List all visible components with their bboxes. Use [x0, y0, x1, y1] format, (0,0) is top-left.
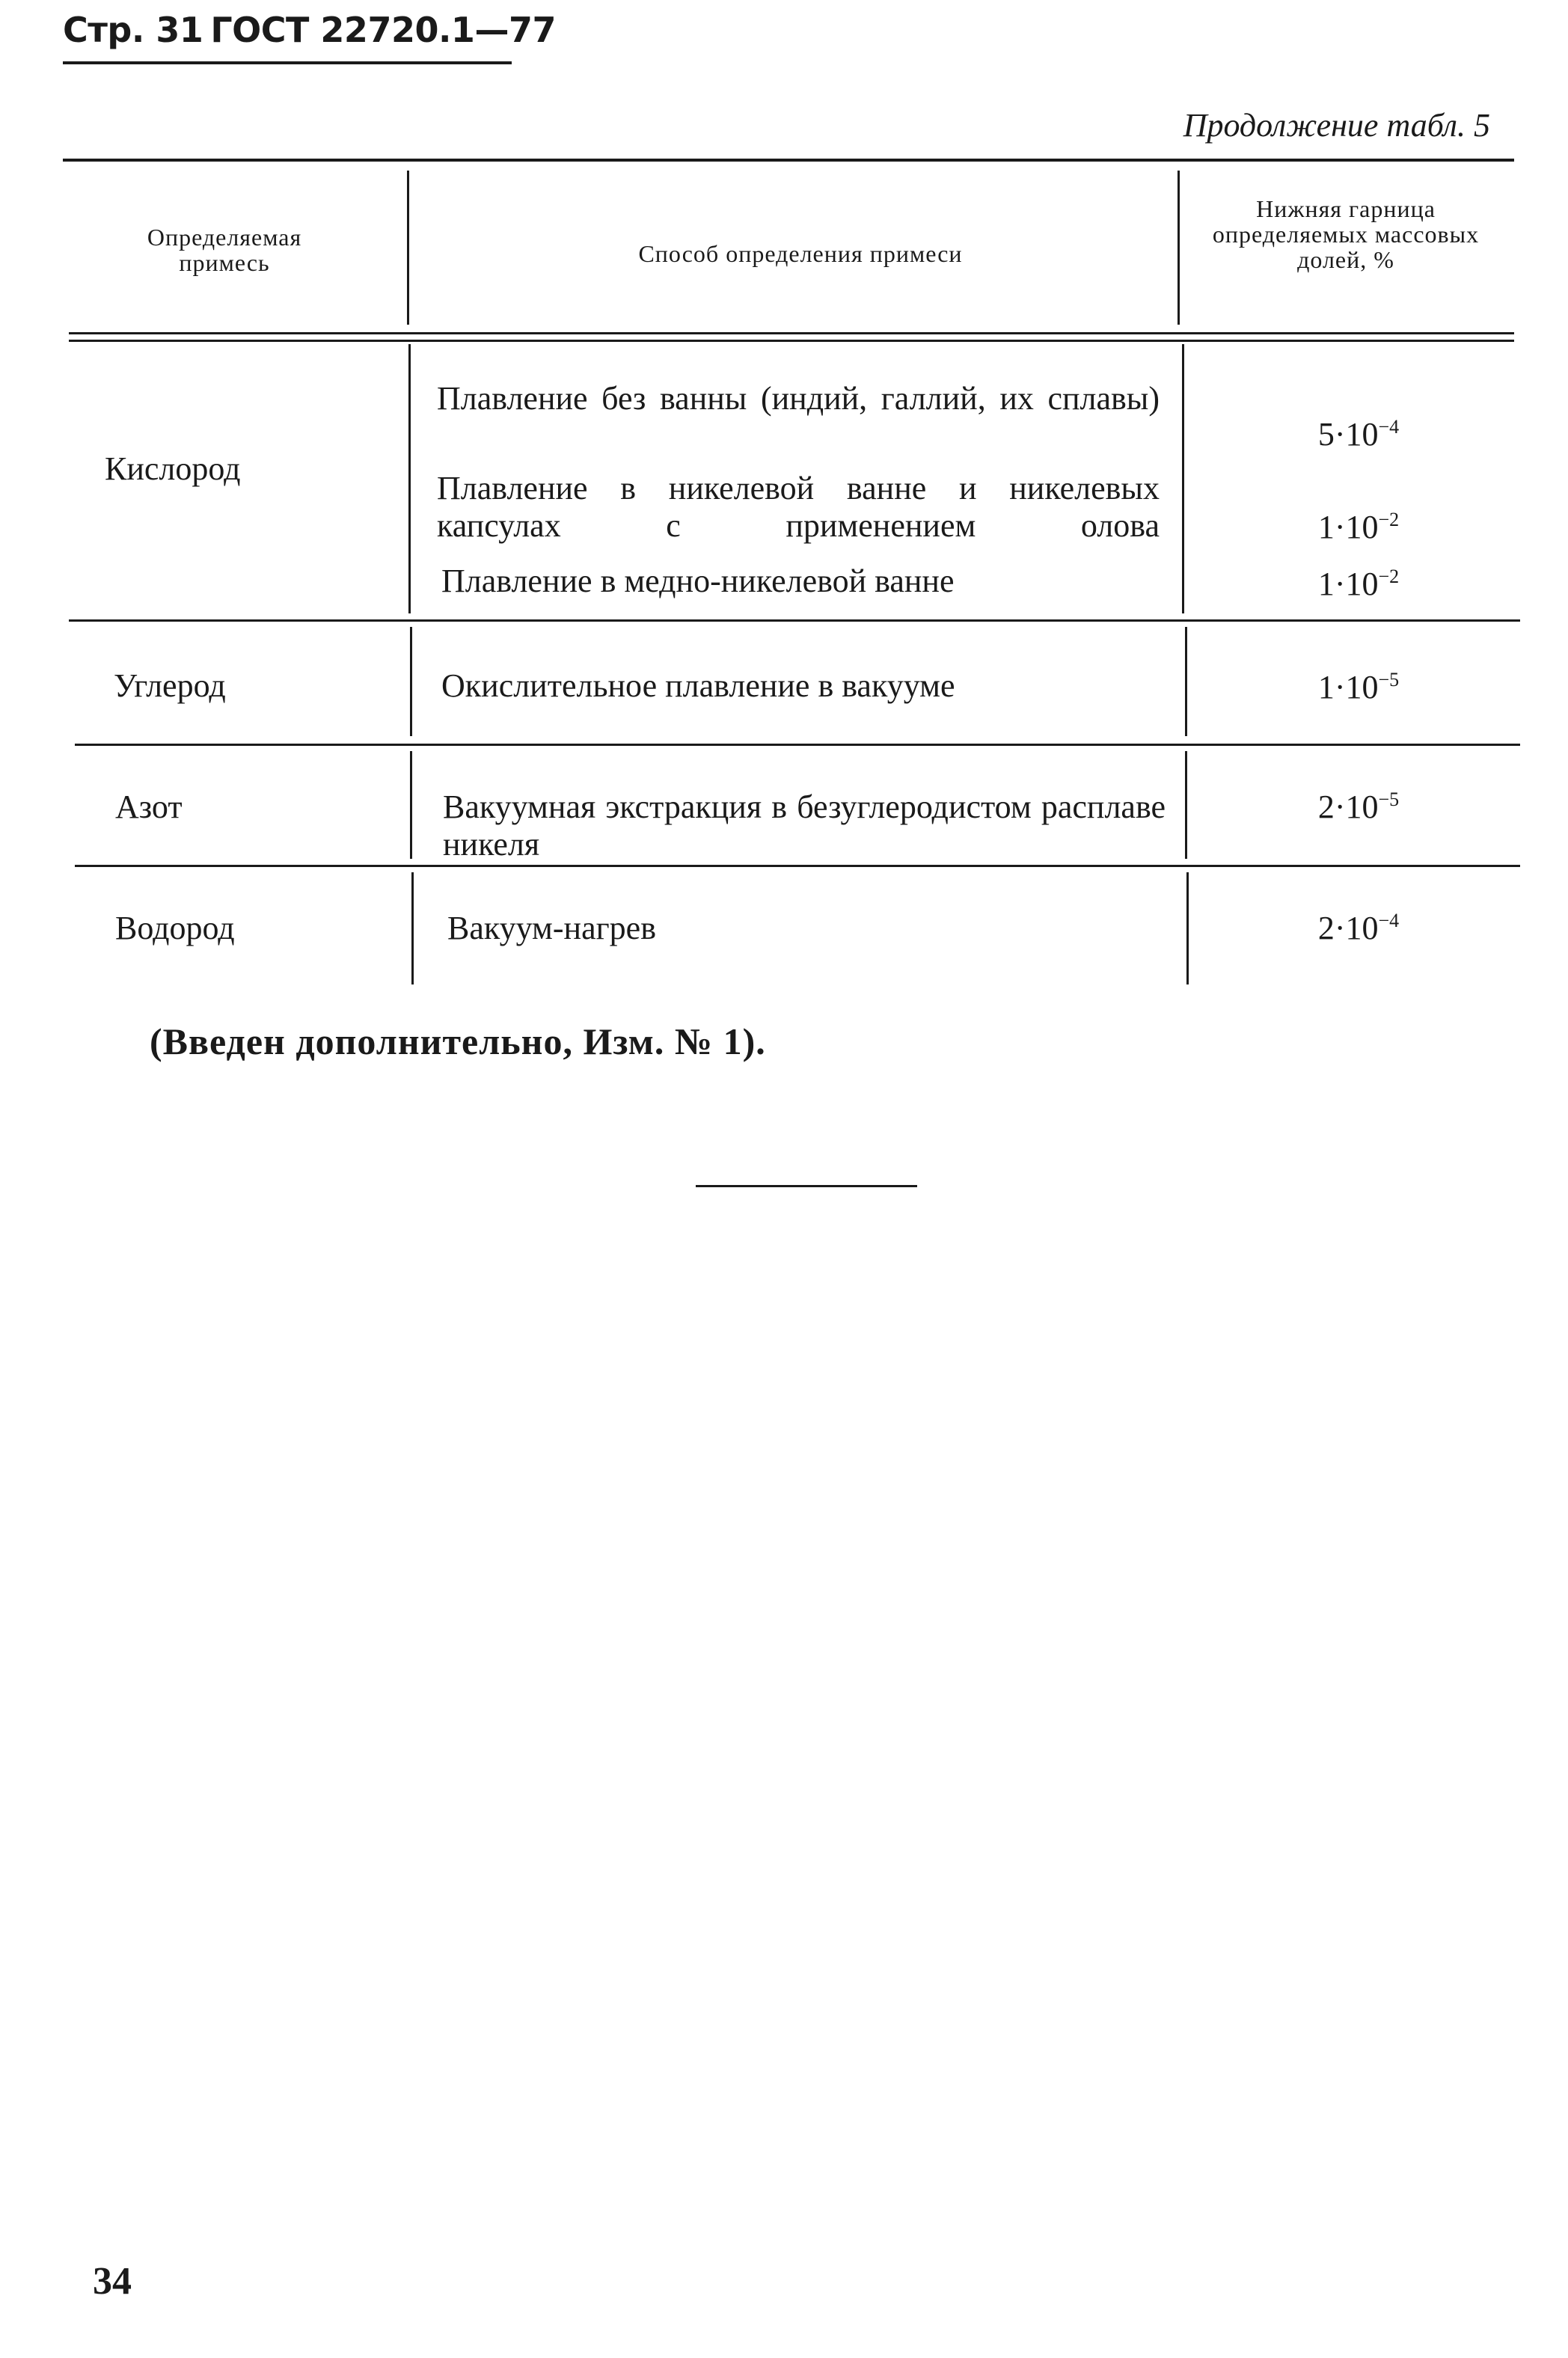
- page-label: Стр. 31: [63, 10, 203, 50]
- header-rule: [63, 61, 512, 64]
- method-description: Плавление без ванны (индий, галлий, их сплавы): [437, 380, 1160, 417]
- column-divider: [1185, 751, 1187, 859]
- lower-limit-value: [1209, 910, 1508, 947]
- method-description: Вакуумная экстракция в безуглеродистом расплаве никеля: [443, 788, 1166, 863]
- column-divider: [1182, 344, 1184, 613]
- standard-code: ГОСТ 22720.1—77: [210, 10, 556, 50]
- value-base: 1·10: [1317, 566, 1379, 602]
- header-bottom-rule: [69, 332, 1514, 334]
- value-base: 2·10: [1317, 910, 1379, 946]
- row-separator: [75, 865, 1520, 867]
- value-base: 2·10: [1317, 788, 1379, 825]
- row-separator: [69, 619, 1520, 622]
- column-divider: [410, 751, 412, 859]
- value-exponent: −4: [1378, 416, 1400, 438]
- value-base: 1·10: [1317, 509, 1379, 545]
- value-exponent: −4: [1378, 910, 1400, 931]
- value-base: 1·10: [1317, 669, 1379, 705]
- value-exponent: −5: [1378, 788, 1400, 810]
- value-exponent: −2: [1378, 509, 1400, 530]
- lower-limit-value: [1209, 566, 1508, 603]
- column-divider: [408, 344, 411, 613]
- column-divider: [1185, 627, 1187, 736]
- table-top-rule: [63, 159, 1514, 162]
- lower-limit-value: [1209, 669, 1508, 706]
- row-separator: [75, 744, 1520, 746]
- header-bottom-rule-double: [69, 340, 1514, 342]
- impurity-name: Азот: [115, 788, 183, 825]
- value-base: 5·10: [1317, 416, 1379, 453]
- section-end-rule: [696, 1185, 917, 1187]
- column-divider: [1177, 171, 1180, 325]
- method-description: Плавление в медно-никелевой ванне: [441, 563, 955, 599]
- lower-limit-value: [1209, 788, 1508, 826]
- amendment-note: (Введен дополнительно, Изм. № 1).: [150, 1020, 766, 1062]
- page-header: [63, 7, 556, 52]
- table-continuation-caption: Продолжение табл. 5: [1183, 107, 1490, 144]
- column-divider: [410, 627, 412, 736]
- column-header-lower-limit: Нижняя гарница определяемых массовых долей, %: [1212, 195, 1480, 273]
- value-exponent: −5: [1378, 669, 1400, 690]
- method-description: Окислительное плавление в вакууме: [441, 667, 955, 704]
- impurity-name: Водород: [115, 910, 235, 946]
- column-divider: [411, 872, 414, 984]
- column-divider: [407, 171, 409, 325]
- lower-limit-value: [1209, 509, 1508, 546]
- column-divider: [1186, 872, 1189, 984]
- impurity-name: Углерод: [114, 667, 226, 704]
- page-number: 34: [93, 2260, 132, 2303]
- lower-limit-value: [1209, 416, 1508, 453]
- method-description: Плавление в никелевой ванне и никелевых капсулах с применением олова: [437, 470, 1160, 544]
- column-header-method: Способ определения примеси: [638, 240, 963, 267]
- column-header-impurity: Определяемая примесь: [147, 224, 302, 276]
- impurity-name: Кислород: [105, 450, 241, 487]
- method-description: Вакуум-нагрев: [447, 910, 656, 946]
- value-exponent: −2: [1378, 566, 1400, 587]
